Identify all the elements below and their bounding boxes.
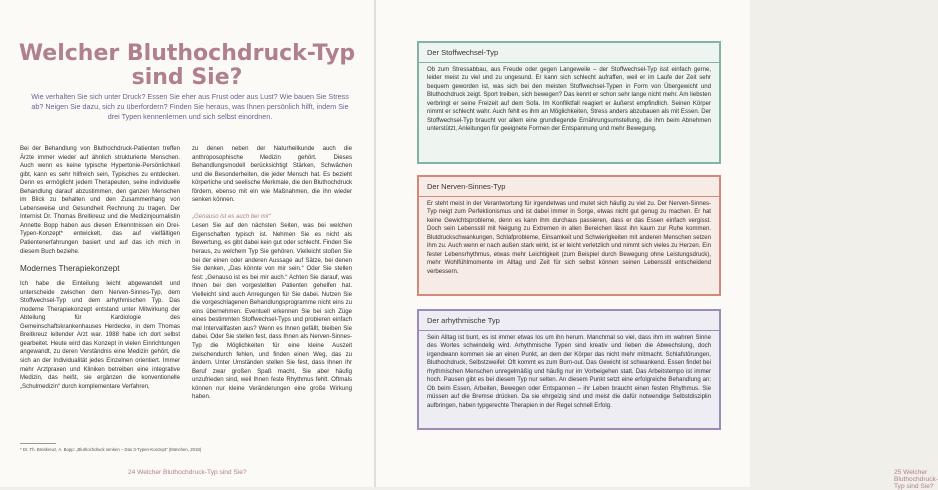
page-subtitle: Wie verhalten Sie sich unter Druck? Essen Sie eher aus Frust oder aus Lust? Wie bauen Sie Stress ab? Neigen Sie dazu, sich zu überfordern? Finden Sie heraus, was Ihnen persönlich hilft, indem Sie drei Typen kennenlernen und sich selbst einordnen. <box>31 92 349 121</box>
continuation-paragraph: zu denen neben der Naturheilkunde auch die anthroposophische Medizin gehört. Dieses Behandlungsmodell berücksichtigt Stärken, Schwächen und die Besonderheiten, die jeder Mensch hat. Es bezieht körperliche und seelische Merkmale, die den Bluthochdruck fördern, ebenso mit ein wie Maßnahmen, die ihn wieder senken können. <box>192 146 352 204</box>
type-box-text: Ob zum Stressabbau, aus Freude oder gegen Langeweile – der Stoffwechsel-Typ isst einfach gerne, leider meist zu viel und zu ungesund. Er kann sich schlecht aufraffen, weil er im Laufe der Zeit sehr bequem geworden ist, was sich bei den meisten Stoffwechsel-Typen in Form von Übergewicht und Bluthochdruck zeigt. Sport treiben, sich bewegen? Das kennt er schon sehr lange nicht mehr. Am liebsten verbringt er seine Freizeit auf dem Sofa. Im Konfliktfall reagiert er äußerst empfindlich. Seinen Körper nimmt er schlecht wahr. Auch fehlt es ihm an Möglichkeiten, Stress anders abzubauen als mit Essen. Der Stoffwechsel-Typ braucht vor allem eine grundlegende Ernährungsumstellung, die ihm beim Abnehmen unterstützt, Anleitungen für geeignete Formen der Entspannung und mehr Bewegung. <box>427 67 711 133</box>
type-box-text: Er steht meist in der Verantwortung für irgendetwas und mutet sich häufig zu viel zu. Der Nerven-Sinnes-Typ neigt zum Perfektionismus und ist dabei immer in Sorge, etwas nicht gut genug zu machen. Er hat keine Gewichtsprobleme, denn es kann ihm durchaus passieren, dass er das Essen einfach vergisst. Doch sein Lebensstil mit Neigung zu Extremen in allen Bereichen lässt ihn kaum zur Ruhe kommen. Blutdruckschwankungen, Schlafprobleme, Einsamkeit und Schwierigkeiten mit anderen Menschen setzen ihm zu. Auch wenn er nach außen stark wirkt, ist er leicht verletzlich und nimmt sich vieles zu Herzen. Ein fester Lebensrhythmus, etwas mehr Leichtigkeit (zum Beispiel durch Bewegung ohne Leistungsdruck), mehr Wohlfühlmomente im Alltag und Zeit für sich selbst können seinen Lebensstil entscheidend verbessern. <box>427 201 711 275</box>
left-page <box>0 0 374 487</box>
page-number-right: 25 Welcher Bluthochdruck-Typ sind Sie? <box>894 469 938 490</box>
text-column-right <box>192 145 352 410</box>
type-box-title: Der Stoffwechsel-Typ <box>419 43 719 63</box>
reading-guide-paragraph: Lesen Sie auf den nächsten Seiten, was bei welchen Eigenschaften typisch ist. Nehmen Sie es nicht als Bewertung, es gibt dabei kein gut oder schlecht. Finden Sie heraus, zu welchem Typ Sie gehören. Vielleicht stoßen Sie bei der einen oder anderen Aussage auf Sätze, bei denen Sie denken, „Das könnte von mir sein.“ Oder Sie stellen fest: „Genauso ist es bei mir auch.“ Achten Sie darauf, was Ihnen bei den vorgestellten Patienten gehelfen hat. Vielleicht sind auch Anregungen für Sie dabei. Nutzen Sie die vorgeschlagenen Behandlungsprogramme nicht eins zu eins übernehmen. Eventuell erkennen Sie bei sich Züge eines bestimmten Stoffwechsel-Typs und probieren einfach mal Intervallfasten aus? Wenn es Ihnen gefällt, bleiben Sie dabei. Oder Sie stellen fest, dass Ihnen als Nerven-Sinnes-Typ die Möglichkeiten für eine kleine Auszeit zwischendurch fehlen, und finden einen Weg, das zu ändern. Unter Umständen stellen Sie fest, dass Ihnen Ihr Beruf zwar großen Spaß macht, Sie aber häufig unzufrieden sind, weil Ihnen feste Rhythmus fehlt. Oftmals können nur kleine Veränderungen eine große Wirkung haben. <box>192 223 352 401</box>
type-box-stoffwechsel <box>417 41 721 164</box>
section-heading: Modernes Therapiekonzept <box>20 264 120 274</box>
page-number-left: 24 Welcher Bluthochdruck-Typ sind Sie? <box>128 469 247 476</box>
type-box-arhythmisch <box>417 309 721 430</box>
type-box-title: Der Nerven-Sinnes-Typ <box>419 177 719 197</box>
type-box-text: Sein Alltag ist bunt, es ist immer etwas los um ihn herum. Manchmal so viel, dass ihm im wahren Sinne des Wortes schwindelig wird. Arhythmische Typen sind kreativ und lieben die Abwechslung, doch irgendwann kommen sie an einen Punkt, an dem der Körper das nicht mehr mitmacht. Schlafstörungen, Bluthochdruck, Selbstzweifel: Oft kommt es zum Burn-out. Das Gewicht ist schwankend. Essen findet bei rhythmischen Menschen unregelmäßig und häufig nur im Vorbeigehen statt. Das Arbeitstempo ist immer hoch. Pausen gibt es bei diesem Typ nur selten. An diesem Punkt setzt eine erfolgreiche Behandlung an: Ob beim Essen, Arbeiten, Bewegen oder Entspannen – ihr Leben braucht einen festen Rhythmus. Sie müssen auf die Bremse drücken. Da sie ehrgeizig sind und meist die dafür notwendige Selbstdisziplin aufbringen, haben typgerechte Therapien in der Regel schnell Erfolg. <box>427 335 711 409</box>
text-column-left <box>20 145 180 399</box>
intro-paragraph: Bei der Behandlung von Bluthochdruck-Patienten treffen Ärzte immer wieder auf ähnlich strukturierte Menschen. Auch wenn es keine typische Hypertonie-Persönlichkeit gibt, kann es sehr hilfreich sein, Typisches zu entdecken. Denn es ermöglicht jedem Therapeuten, seine individuelle Behandlung darauf abzustimmen, den ganzen Menschen im Blick zu behalten und den Zusammenhang von Lebensweise und Gesundheit Rechnung zu tragen. Der Internist Dr. Thomas Breitkreuz und die Medizinjournalistin Annette Bopp haben aus diesen Erkenntnissen ein Drei-Typen-Konzept* entwickelt, das auf vielfältigen Patientenerfahrungen basiert und auf das ich mich in diesem Buch beziehe. <box>20 146 180 255</box>
type-box-title: Der arhythmische Typ <box>419 311 719 331</box>
pull-quote: „Genauso ist es auch bei mir“ <box>192 213 271 220</box>
page-title: Welcher Bluthochdruck-Typ sind Sie? <box>18 41 356 90</box>
footnote-rule <box>20 443 56 444</box>
concept-paragraph: Ich habe die Einteilung leicht abgewandelt und unterscheide zwischen dem Nerven-Sinnes-Typ, dem Stoffwechsel-Typ und dem arhythmischen Typ. Das moderne Therapiekonzept entstand unter Mitwirkung der Abteilung für Kardiologie des Gemeinschaftskrankenhauses Herdecke, in dem Thomas Breitkreuz leitender Arzt war. 1988 habe ich dort selbst gearbeitet. Heute wird das Konzept in vielen Einrichtungen angewandt, zu deren Verständnis eine Medizin gehört, die sich an der Individualität jedes Einzelnen orientiert. Immer mehr Arztpraxen und Kliniken betreiben eine integrative Medizin, das heißt, sie ergänzen die konventionelle „Schulmedizin“ durch komplementare Verfahren, <box>20 281 180 390</box>
type-box-nerven-sinnes <box>417 175 721 296</box>
footnote: * Dr. Th. Breitkreuz, A. Bopp: „Bluthochdruck senken – Das 3-Typen-Konzept“ (München, 2018) <box>20 447 202 452</box>
